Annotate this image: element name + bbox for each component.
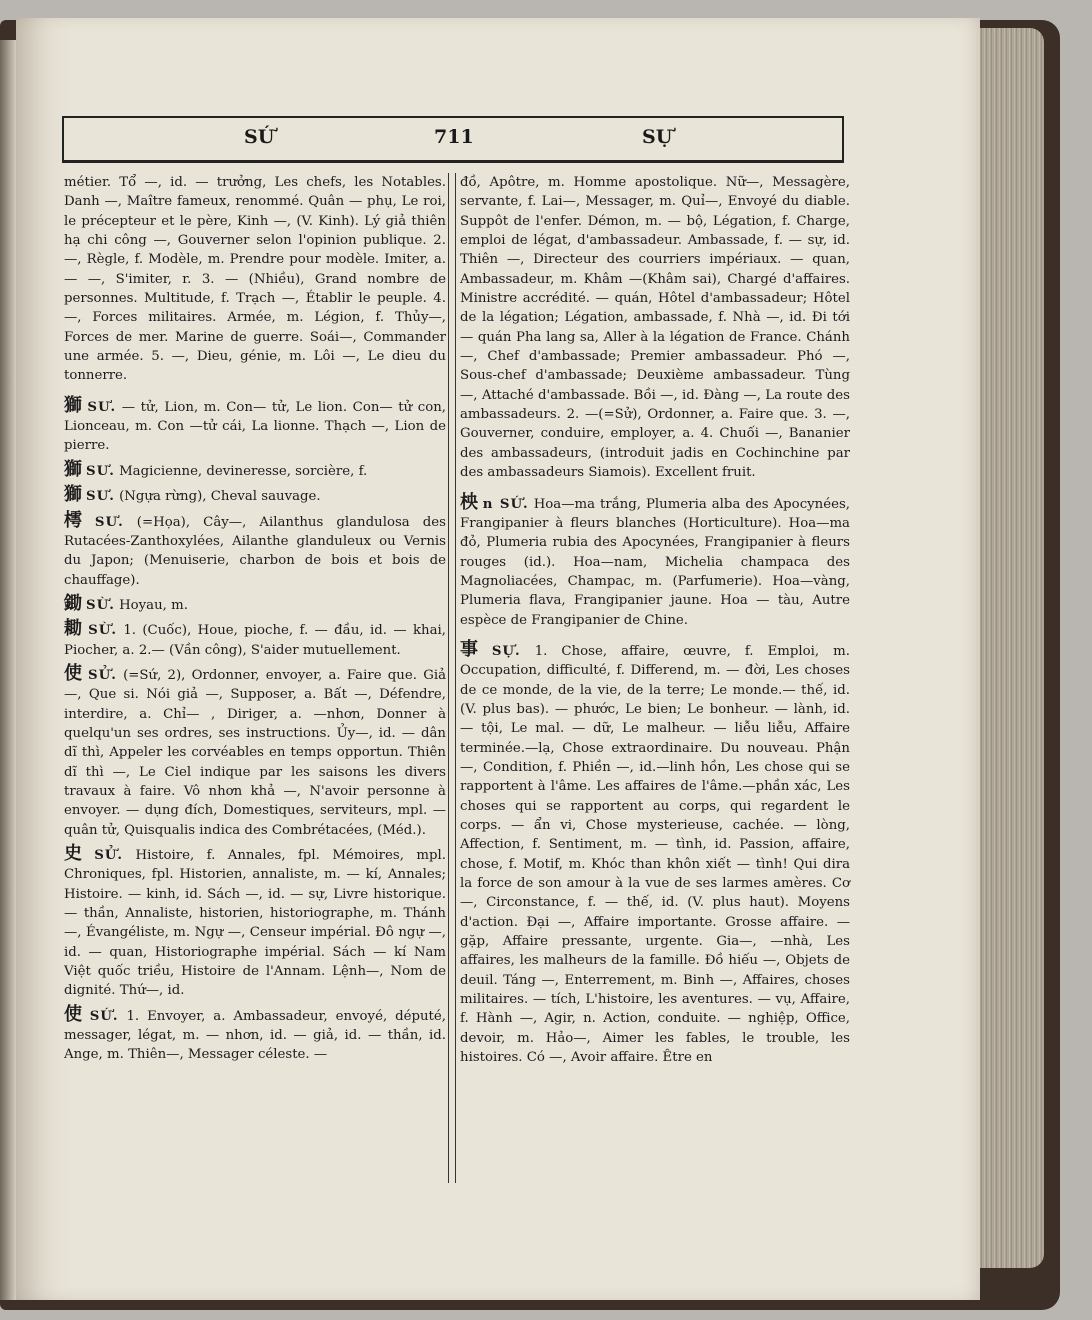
dictionary-page bbox=[16, 18, 980, 1300]
entry-character: 樗 bbox=[64, 509, 91, 531]
entry-character: 使 bbox=[64, 1003, 86, 1025]
dictionary-entry bbox=[64, 844, 446, 1001]
entry-headword: SỬ. bbox=[88, 667, 117, 683]
entry-text: 1. (Cuốc), Houe, pioche, f. — đầu, id. — khai, Piocher, a. 2.— (Vần công), S'aider mutuellement. bbox=[64, 623, 447, 658]
dictionary-entry bbox=[64, 396, 446, 456]
entry-headword: SƯ. bbox=[86, 463, 115, 479]
entry-text: (=Họa), Cây—, Ailanthus glandulosa des Rutacées-Zanthoxylées, Ailanthe glanduleux ou Vernis du Japon; (Menuiserie, charbon de bois et bois de chauffage). bbox=[64, 514, 446, 588]
dictionary-entry bbox=[460, 640, 850, 1068]
dictionary-entry bbox=[64, 485, 446, 506]
running-header bbox=[62, 116, 844, 163]
entry-headword: SƯ. bbox=[94, 514, 124, 530]
entry-character: 獅 bbox=[64, 458, 82, 480]
column-divider bbox=[448, 173, 456, 1183]
entry-headword: SƯ. bbox=[87, 399, 117, 415]
entry-character: 獅 bbox=[64, 484, 82, 506]
entry-character: 使 bbox=[64, 662, 85, 684]
entry-headword: SỪ. bbox=[88, 623, 117, 639]
entry-text: Hoyau, m. bbox=[119, 597, 188, 613]
dictionary-entry bbox=[64, 594, 446, 615]
entry-text: métier. Tổ —, id. — trưởng, Les chefs, les Notables. Danh —, Maître fameux, renommé. Quân — phụ, Le roi, le précepteur et le père, Kinh —, (V. Kinh). Lý giả thiên hạ chi công —, Gouverner selon l'opinion publique. 2. —, Règle, f. Modèle, m. Prendre pour modèle. Imiter, a. — —, S'imiter, r. 3. — (Nhiều), Grand nombre de personnes. Multitude, f. Trạch —, Établir le peuple. 4. —, Forces militaires. Armée, m. Légion, f. Thủy—, Forces de mer. Marine de guerre. Soái—, Commander une armée. 5. —, Dieu, génie, m. Lôi —, Le dieu du tonnerre. bbox=[64, 175, 446, 384]
entry-headword: SỪ. bbox=[86, 597, 115, 613]
entry-character: 獅 bbox=[64, 394, 84, 416]
entry-character: 耡 bbox=[64, 618, 85, 640]
dictionary-entry bbox=[460, 493, 850, 630]
entry-text: (Ngựa rừng), Cheval sauvage. bbox=[119, 489, 321, 505]
dictionary-entry bbox=[460, 173, 850, 483]
header-left-headword: SỨ bbox=[244, 126, 275, 148]
entry-character: 事 bbox=[460, 638, 488, 660]
entry-character: 鋤 bbox=[64, 592, 82, 614]
page-number: 711 bbox=[434, 126, 474, 148]
entry-text: 1. Envoyer, a. Ambassadeur, envoyé, député, messager, légat, m. — nhơn, id. — giả, id. — thần, id. Ange, m. Thiên—, Messager céleste. — bbox=[64, 1008, 446, 1063]
left-column bbox=[64, 173, 446, 1069]
entry-text: Histoire, f. Annales, fpl. Mémoires, mpl. Chroniques, fpl. Historien, annaliste, m. — kí, Annales; Histoire. — kinh, id. Sách —, id. — sự, Livre historique. — thần, Annaliste, historien, historiographe, m. Thánh —, Évangéliste, m. Ngự —, Censeur impérial. Đô ngự —, id. — quan, Historiographe impérial. Sách — kí Nam Việt quốc triều, Histoire de l'Annam. Lệnh—, Nom de dignité. Thứ—, id. bbox=[64, 848, 446, 999]
entry-text: đồ, Apôtre, m. Homme apostolique. Nữ—, Messagère, servante, f. Lai—, Messager, m. Quỉ—, Envoyé du diable. Suppôt de l'enfer. Démon, m. — bộ, Légation, f. Charge, emploi de légat, d'ambassadeur. Ambassade, f. — sự, id. Thiên —, Directeur des courriers impériaux. — quan, Ambassadeur, m. Khâm —(Khâm sai), Chargé d'affaires. Ministre accrédité. — quán, Hôtel d'ambassadeur; Hôtel de la légation; Légation, ambassade, f. Nhà —, id. Đi tới — quán Pha lang sa, Aller à la légation de France. Chánh —, Chef d'ambassade; Premier ambassadeur. Phó —, Sous-chef d'ambassade; Deuxième ambassadeur. Tùng —, Attaché d'ambassade. Bồi —, id. Đàng —, La route des ambassadeurs. 2. —(=Sử), Ordonner, a. Faire que. 3. —, Gouverner, conduire, employer, a. 4. Chuối —, Bananier des ambassadeurs, (introduit jadis en Cochinchine par des ambassadeurs Siamois). Excellent fruit. bbox=[460, 175, 850, 481]
entry-text: (=Sứ, 2), Ordonner, envoyer, a. Faire que. Giả —, Que si. Nói giả —, Supposer, a. Bất —, Défendre, interdire, a. Chỉ— , Diriger, a. —nhơn, Donner à quelqu'un ses ordres, ses instructions. Ủy—, id. — dân dĩ thì, Appeler les corvéables en temps opportun. Thiên dĩ thì —, Le Ciel indique par les saisons les divers travaux à faire. Vô nhơn khả —, N'avoir personne à envoyer. — dụng đích, Domestiques, serviteurs, mpl. — quân tử, Quisqualis indica des Combrétacées, (Méd.). bbox=[64, 667, 446, 838]
entry-headword: SỰ. bbox=[491, 643, 521, 659]
entry-headword: n SỨ. bbox=[482, 496, 529, 512]
header-right-headword: SỰ bbox=[642, 126, 673, 148]
entry-text: Hoa—ma trắng, Plumeria alba des Apocynées, Frangipanier à fleurs blanches (Horticulture). Hoa—ma đỏ, Plumeria rubia des Apocynées, Frangipanier à fleurs rouges (id.). Hoa—nam, Michelia champaca des Magnoliacées, Champac, m. (Parfumerie). Hoa—vàng, Plumeria flava, Frangipanier jaune. Hoa — tàu, Autre espèce de Frangipanier de Chine. bbox=[460, 496, 851, 628]
dictionary-entry bbox=[64, 619, 446, 660]
entry-character: 史 bbox=[64, 843, 91, 864]
entry-headword: SƯ. bbox=[86, 489, 115, 505]
dictionary-entry bbox=[64, 173, 446, 386]
entry-text: Magicienne, devineresse, sorcière, f. bbox=[119, 463, 368, 479]
dictionary-entry bbox=[64, 511, 446, 590]
entry-character: 柍 bbox=[460, 491, 479, 513]
entry-text: 1. Chose, affaire, œuvre, f. Emploi, m. Occupation, difficulté, f. Differend, m. — đời, Les choses de ce monde, de la vie, de la terre; Le monde.— thế, id. (V. plus bas). — phước, Le bien; Le bonheur. — lành, id. — tội, Le mal. — dữ, Le malheur. — liễu liễu, Affaire terminée.—lạ, Chose extraordinaire. Du nouveau. Phận —, Condition, f. Phiền —, id.—linh hồn, Les chose qui se rapportent à l'âme. Les affaires de l'âme.—phần xác, Les choses qui se rapportent au corps, qui regardent le corps. — ẩn vi, Chose mysterieuse, cachée. — lòng, Affection, f. Sentiment, m. — tình, id. Passion, affaire, chose, f. Motif, m. Khóc than khôn xiết — tình! Qui dira la force de son amour à la vue de ses larmes amères. Cơ —, Circonstance, f. — thế, id. (V. plus haut). Moyens d'action. Đại —, Affaire importante. Grosse affaire. — gặp, Affaire pressante, urgente. Gia—, —nhà, Les affaires, les malheurs de la famille. Đồ hiếu —, Objets de deuil. Táng —, Enterrement, m. Binh —, Affaires, choses militaires. — tích, L'histoire, les aventures. — vụ, Affaire, f. Hành —, Agir, n. Action, conduite. — nghiệp, Office, devoir, m. Hảo—, Aimer les fables, le trouble, les histoires. Có —, Avoir affaire. Être en bbox=[460, 643, 851, 1066]
entry-headword: SỬ. bbox=[94, 848, 124, 863]
dictionary-entry bbox=[64, 460, 446, 481]
dictionary-entry bbox=[64, 1005, 446, 1065]
entry-text: — tử, Lion, m. Con— tử, Le lion. Con— tử con, Lionceau, m. Con —tử cái, La lionne. Thạch —, Lion de pierre. bbox=[64, 399, 447, 454]
right-column bbox=[460, 173, 850, 1071]
dictionary-entry bbox=[64, 664, 446, 840]
entry-headword: SỨ. bbox=[89, 1008, 119, 1024]
